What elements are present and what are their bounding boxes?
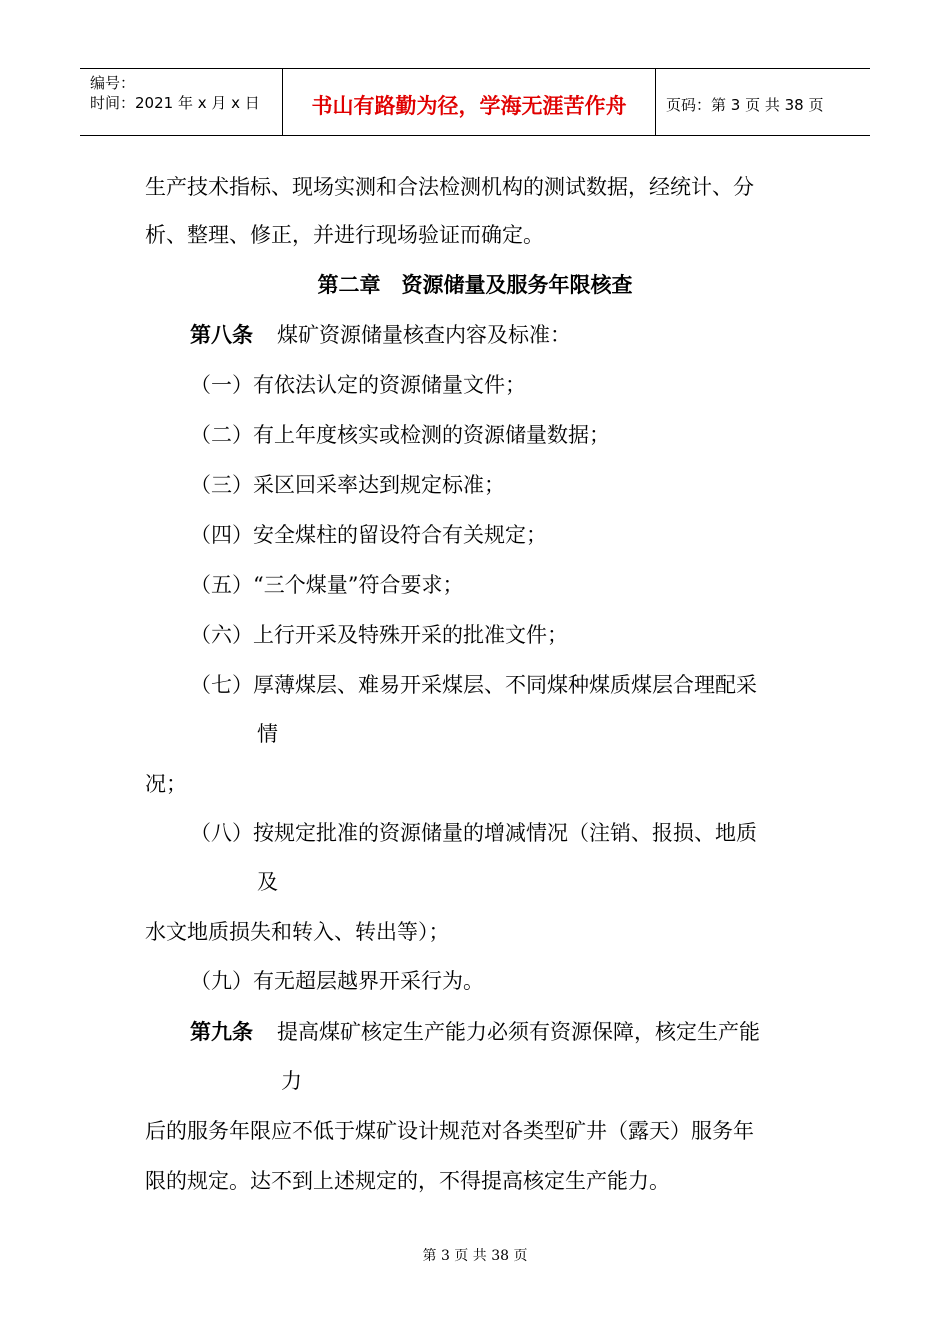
list-item-wrap: 及	[257, 870, 278, 894]
article-text: 提高煤矿核定生产能力必须有资源保障，核定生产能	[277, 1020, 760, 1044]
article-9	[190, 1017, 760, 1047]
list-item: （四）安全煤柱的留设符合有关规定；	[190, 523, 547, 547]
document-number-label: 编号：	[90, 74, 136, 92]
page-header	[80, 68, 870, 136]
page-footer: 第 3 页 共 38 页	[422, 1248, 528, 1264]
list-item: （三）采区回采率达到规定标准；	[190, 473, 505, 497]
list-item-continuation: 况；	[145, 772, 187, 796]
article-label: 第八条	[190, 323, 253, 347]
list-item-wrap: 情	[257, 722, 278, 746]
list-item: （七）厚薄煤层、难易开采煤层、不同煤种煤质煤层合理配采	[190, 673, 757, 697]
header-meta	[80, 69, 282, 135]
header-page-info: 页码：第 3 页 共 38 页	[666, 95, 824, 114]
body-line: 后的服务年限应不低于煤矿设计规范对各类型矿井（露天）服务年	[145, 1119, 754, 1143]
body-line: 生产技术指标、现场实测和合法检测机构的测试数据，经统计、分	[145, 175, 754, 199]
list-item: （九）有无超层越界开采行为。	[190, 969, 484, 993]
list-item-continuation: 水文地质损失和转入、转出等）；	[145, 920, 450, 944]
article-text: 煤矿资源储量核查内容及标准：	[277, 323, 571, 347]
list-item: （八）按规定批准的资源储量的增减情况（注销、报损、地质	[190, 821, 757, 845]
chapter-heading: 第二章 资源储量及服务年限核查	[317, 273, 633, 297]
header-motto: 书山有路勤为径，学海无涯苦作舟	[282, 69, 656, 135]
list-item: （五）“三个煤量”符合要求；	[190, 573, 464, 597]
list-item: （六）上行开采及特殊开采的批准文件；	[190, 623, 568, 647]
article-wrap: 力	[281, 1069, 302, 1093]
article-8	[190, 320, 571, 350]
body-line: 析、整理、修正，并进行现场验证而确定。	[145, 223, 544, 247]
list-item: （二）有上年度核实或检测的资源储量数据；	[190, 423, 610, 447]
document-date: 时间：2021 年 x 月 x 日	[90, 94, 260, 112]
list-item: （一）有依法认定的资源储量文件；	[190, 373, 526, 397]
body-line: 限的规定。达不到上述规定的，不得提高核定生产能力。	[145, 1169, 670, 1193]
article-label: 第九条	[190, 1020, 253, 1044]
